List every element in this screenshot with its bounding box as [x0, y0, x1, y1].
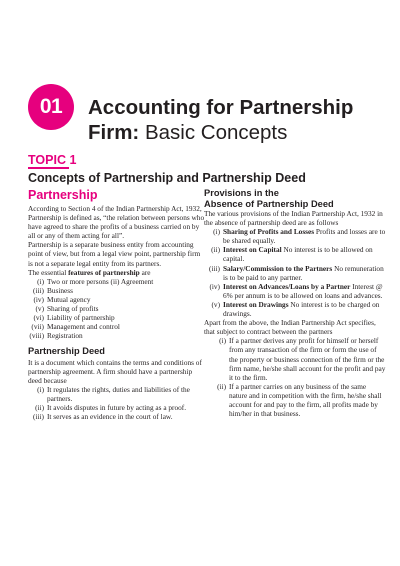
list-item: (v) Sharing of profits [35, 304, 99, 314]
chapter-title [88, 95, 388, 145]
list-item: (vii) Management and control [31, 322, 120, 332]
list-item: (ii) Interest on Capital No interest is to be allowed on capital. [211, 245, 373, 264]
provisions-list [204, 227, 386, 318]
list-item: (v) Interest on Drawings No interest is to be charged on drawings. [211, 299, 380, 319]
chapter-title-line2-rest: Basic Concepts [139, 121, 288, 144]
list-item: (viii) Registration [29, 331, 83, 341]
list-item: (iii) Salary/Commission to the Partners No remuneration is to be paid to any partner. [209, 263, 384, 282]
list-item: (iv) Interest on Advances/Loans by a Partner Interest @ 6% per annum is to be allowed on loans and advances. [209, 281, 383, 300]
list-item: (i) If a partner derives any profit for himself or herself from any transaction of the firm or form the use of the property or business connection of the firm or the firm name, he/she shall account for the profit and pay it to the firm. [219, 336, 386, 382]
topic-label: TOPIC 1 [28, 153, 77, 167]
list-item: (iv) Mutual agency [33, 294, 91, 304]
deed-heading: Partnership Deed [28, 346, 105, 357]
apart-para: Apart from the above, the Indian Partnership Act specifies, that subject to contract between the partners [204, 318, 376, 337]
topic-title: Concepts of Partnership and Partnership Deed [28, 171, 306, 185]
list-item: (iii) Business [33, 285, 73, 295]
sub-provisions [204, 336, 386, 418]
chapter-title-line2-bold: Firm: [88, 121, 140, 144]
partnership-heading: Partnership [28, 188, 98, 202]
features-list [28, 277, 206, 341]
provisions-intro: The various provisions of the Indian Partnership Act, 1932 in the absence of partnership deed are as follows [204, 209, 383, 228]
list-item: (ii) It avoids disputes in future by acting as a proof. [35, 403, 187, 413]
list-item: (ii) If a partner carries on any business of the same nature and in competition with the firm, he/she shall account for and pay to the firm, all profits made by him/her in that business. [217, 381, 382, 419]
chapter-title-line1: Accounting for Partnership [88, 96, 354, 119]
chapter-number-badge: 01 [28, 84, 74, 130]
list-item: (iii) It serves as an evidence in the court of law. [33, 412, 173, 422]
partnership-para1: According to Section 4 of the Indian Partnership Act, 1932, Partnership is defined as, “the relation between persons who have agreed to share the profits of a business carried on by all or any of them acting for all”. [28, 204, 205, 241]
provisions-heading-line1: Provisions in the [204, 188, 279, 198]
provisions-heading-line2: Absence of Partnership Deed [204, 198, 334, 209]
list-item: (vi) Liability of partnership [33, 313, 115, 323]
list-item: (i) Two or more persons (ii) Agreement [37, 276, 154, 286]
topic-underline [28, 167, 69, 169]
features-intro: The essential features of partnership are [28, 267, 151, 277]
deed-points [28, 385, 206, 421]
right-column [204, 188, 386, 418]
list-item: (i) Sharing of Profits and Losses Profits and losses are to be shared equally. [213, 227, 386, 246]
list-item: (i) It regulates the rights, duties and liabilities of the partners. [37, 385, 190, 404]
partnership-para2: Partnership is a separate business entity from accounting point of view, but from a legal view point, partnership firm is not a separate legal entity from its partners. [28, 240, 201, 268]
left-column [28, 188, 206, 422]
deed-para: It is a document which contains the terms and conditions of partnership agreement. A firm should have a partnership deed because [28, 357, 202, 386]
